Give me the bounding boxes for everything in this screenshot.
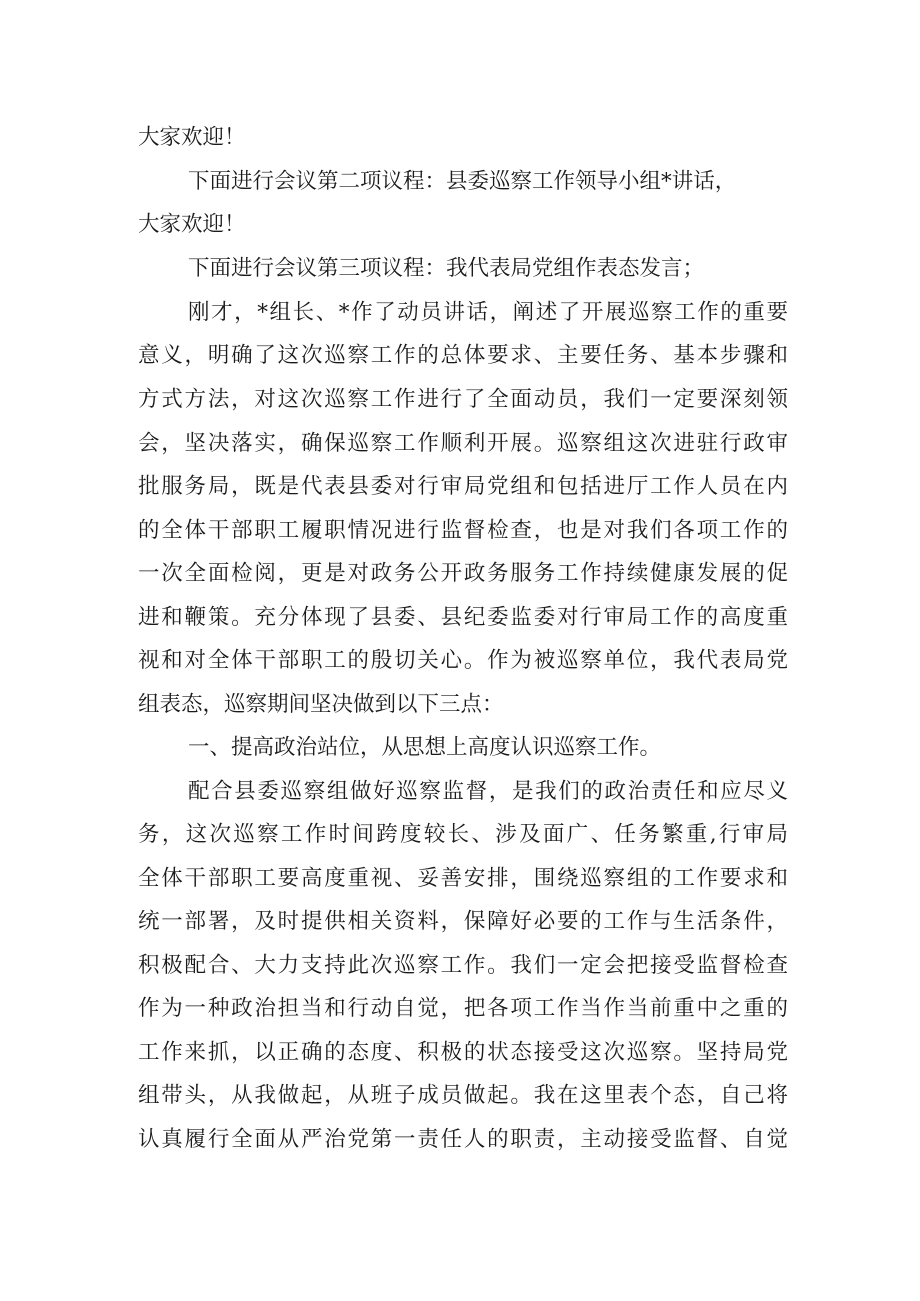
text-line-3: 大家欢迎！: [138, 212, 246, 237]
text-line-18: 全体干部职工要高度重视、妥善安排，围绕巡察组的工作要求和: [138, 866, 788, 891]
text-line-10: 的全体干部职工履职情况进行监督检查，也是对我们各项工作的: [138, 518, 788, 543]
text-line-2: 下面进行会议第二项议程：县委巡察工作领导小组*讲话，: [188, 169, 737, 194]
text-line-9: 批服务局，既是代表县委对行审局党组和包括进厅工作人员在内: [138, 474, 788, 499]
text-line-19: 统一部署，及时提供相关资料，保障好必要的工作与生活条件，: [138, 909, 788, 934]
text-line-4: 下面进行会议第三项议程：我代表局党组作表态发言；: [188, 256, 705, 281]
text-line-16: 配合县委巡察组做好巡察监督，是我们的政治责任和应尽义: [188, 779, 788, 804]
text-line-12: 进和鞭策。充分体现了县委、县纪委监委对行审局工作的高度重: [138, 605, 788, 630]
text-line-5: 刚才，*组长、*作了动员讲话，阐述了开展巡察工作的重要: [188, 300, 788, 325]
text-line-15: 一、提高政治站位，从思想上高度认识巡察工作。: [188, 735, 662, 760]
text-line-1: 大家欢迎！: [138, 125, 246, 150]
text-line-23: 组带头，从我做起，从班子成员做起。我在这里表个态，自己将: [138, 1083, 788, 1108]
text-line-21: 作为一种政治担当和行动自觉，把各项工作当作当前重中之重的: [138, 996, 788, 1021]
text-line-24: 认真履行全面从严治党第一责任人的职责，主动接受监督、自觉: [138, 1127, 788, 1152]
text-line-11: 一次全面检阅，更是对政务公开政务服务工作持续健康发展的促: [138, 561, 788, 586]
text-line-22: 工作来抓，以正确的态度、积极的状态接受这次巡察。坚持局党: [138, 1040, 788, 1065]
text-line-14: 组表态，巡察期间坚决做到以下三点：: [138, 692, 504, 717]
text-line-6: 意义，明确了这次巡察工作的总体要求、主要任务、基本步骤和: [138, 343, 788, 368]
text-line-8: 会，坚决落实，确保巡察工作顺利开展。巡察组这次进驻行政审: [138, 431, 788, 456]
text-line-7: 方式方法，对这次巡察工作进行了全面动员，我们一定要深刻领: [138, 387, 788, 412]
text-line-20: 积极配合、大力支持此次巡察工作。我们一定会把接受监督检查: [138, 953, 788, 978]
text-line-13: 视和对全体干部职工的殷切关心。作为被巡察单位，我代表局党: [138, 648, 788, 673]
text-line-17: 务，这次巡察工作时间跨度较长、涉及面广、任务繁重,行审局: [138, 822, 788, 847]
